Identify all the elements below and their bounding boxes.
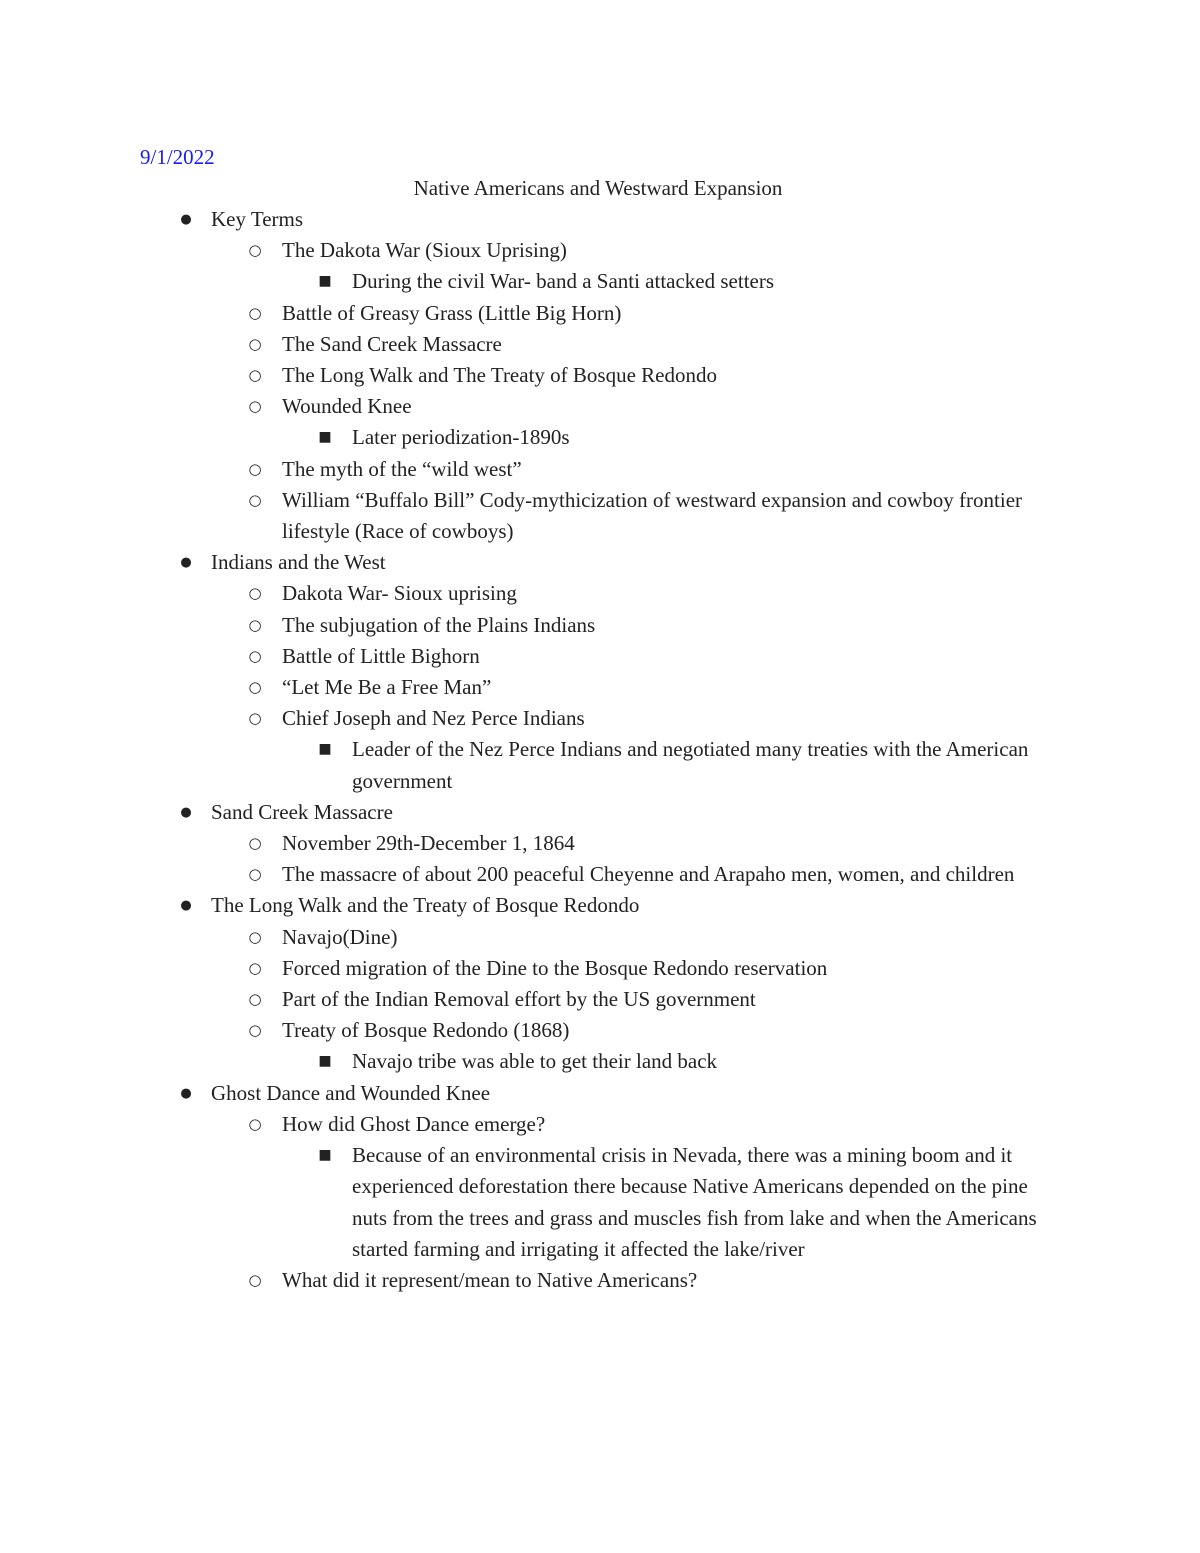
hollow-circle-bullet-icon: ○ (248, 958, 262, 977)
outline-item-level-2 (0, 485, 1200, 547)
outline-item-text: Battle of Greasy Grass (Little Big Horn) (282, 300, 622, 325)
filled-circle-bullet-icon: ● (180, 804, 192, 820)
outline-item-text: November 29th-December 1, 1864 (282, 831, 575, 856)
hollow-circle-bullet-icon: ○ (248, 490, 262, 509)
outline-item-level-2 (0, 329, 1200, 360)
outline-item-text: Sand Creek Massacre (211, 799, 393, 824)
outline-item-text: Later periodization-1890s (352, 425, 570, 450)
outline-item-text: Forced migration of the Dine to the Bosque Redondo reservation (282, 955, 828, 980)
outline-item-level-1 (0, 204, 1200, 235)
outline-item-level-2 (0, 578, 1200, 609)
outline-item-text: The Long Walk and the Treaty of Bosque Redondo (211, 893, 640, 918)
outline-item-level-3 (0, 266, 1200, 297)
outline-item-text: Navajo tribe was able to get their land back (352, 1049, 718, 1074)
notes-outline (0, 204, 1200, 1296)
outline-item-level-2 (0, 610, 1200, 641)
hollow-circle-bullet-icon: ○ (248, 241, 262, 260)
outline-item-level-1 (0, 797, 1200, 828)
outline-item-text: Treaty of Bosque Redondo (1868) (282, 1018, 570, 1043)
outline-item-text: “Let Me Be a Free Man” (282, 675, 492, 700)
outline-item-text: Because of an environmental crisis in Nevada, there was a mining boom and it experienced deforestation there because Native Americans depended on the pine nuts from the trees and grass and muscles fish from lake and when the Americans started farming and irrigating it affected the lake/river (352, 1143, 1037, 1261)
outline-item-text: Key Terms (211, 207, 304, 231)
outline-item-text: Navajo(Dine) (282, 924, 398, 949)
hollow-circle-bullet-icon: ○ (248, 1114, 262, 1133)
filled-square-bullet-icon: ■ (318, 429, 332, 446)
outline-item-text: Leader of the Nez Perce Indians and negotiated many treaties with the American government (352, 737, 1029, 793)
page-title: Native Americans and Westward Expansion (413, 176, 783, 200)
filled-square-bullet-icon: ■ (318, 1053, 332, 1070)
hollow-circle-bullet-icon: ○ (248, 584, 262, 603)
outline-item-level-2 (0, 828, 1200, 859)
hollow-circle-bullet-icon: ○ (248, 678, 262, 697)
filled-circle-bullet-icon: ● (180, 212, 192, 227)
filled-circle-bullet-icon: ● (180, 555, 192, 571)
hollow-circle-bullet-icon: ○ (248, 1270, 262, 1289)
filled-square-bullet-icon: ■ (318, 273, 332, 290)
filled-circle-bullet-icon: ● (180, 1085, 192, 1101)
hollow-circle-bullet-icon: ○ (248, 927, 262, 946)
outline-item-text: During the civil War- band a Santi attacked setters (352, 269, 775, 294)
outline-item-text: The Sand Creek Massacre (282, 331, 502, 356)
outline-item-text: Battle of Little Bighorn (282, 643, 480, 668)
outline-item-text: The massacre of about 200 peaceful Cheyenne and Arapaho men, women, and children (282, 862, 1015, 887)
outline-item-level-3 (0, 1046, 1200, 1077)
outline-item-text: Chief Joseph and Nez Perce Indians (282, 706, 585, 731)
outline-item-level-2 (0, 391, 1200, 422)
outline-item-text: The Dakota War (Sioux Uprising) (282, 238, 567, 263)
outline-item-text: William “Buffalo Bill” Cody-mythicization of westward expansion and cowboy frontier lifestyle (Race of cowboys) (282, 487, 1023, 544)
note-date: 9/1/2022 (140, 145, 215, 169)
hollow-circle-bullet-icon: ○ (248, 303, 262, 322)
outline-item-level-2 (0, 298, 1200, 329)
outline-item-level-2 (0, 922, 1200, 953)
outline-item-level-3 (0, 422, 1200, 453)
outline-item-level-3 (0, 1140, 1200, 1265)
outline-item-text: How did Ghost Dance emerge? (282, 1111, 546, 1136)
hollow-circle-bullet-icon: ○ (248, 366, 262, 385)
outline-item-level-1 (0, 547, 1200, 578)
hollow-circle-bullet-icon: ○ (248, 459, 262, 478)
filled-square-bullet-icon: ■ (318, 741, 332, 758)
outline-item-level-2 (0, 641, 1200, 672)
outline-item-text: Part of the Indian Removal effort by the US government (282, 987, 756, 1012)
outline-item-level-1 (0, 890, 1200, 921)
filled-square-bullet-icon: ■ (318, 1147, 332, 1164)
hollow-circle-bullet-icon: ○ (248, 615, 262, 634)
hollow-circle-bullet-icon: ○ (248, 990, 262, 1009)
outline-item-text: The Long Walk and The Treaty of Bosque Redondo (282, 363, 717, 388)
outline-item-level-2 (0, 672, 1200, 703)
outline-item-level-1 (0, 1078, 1200, 1109)
outline-item-level-2 (0, 454, 1200, 485)
outline-item-level-2 (0, 360, 1200, 391)
filled-circle-bullet-icon: ● (180, 898, 192, 914)
outline-item-level-2 (0, 1109, 1200, 1140)
outline-item-level-2 (0, 953, 1200, 984)
outline-item-text: Indians and the West (211, 550, 386, 575)
hollow-circle-bullet-icon: ○ (248, 1021, 262, 1040)
outline-item-text: The subjugation of the Plains Indians (282, 612, 596, 637)
outline-item-text: Ghost Dance and Wounded Knee (211, 1080, 491, 1105)
outline-item-text: The myth of the “wild west” (282, 456, 522, 481)
hollow-circle-bullet-icon: ○ (248, 397, 262, 416)
outline-item-level-3 (0, 734, 1200, 796)
hollow-circle-bullet-icon: ○ (248, 834, 262, 853)
hollow-circle-bullet-icon: ○ (248, 334, 262, 353)
outline-item-level-2 (0, 703, 1200, 734)
outline-item-text: What did it represent/mean to Native Americans? (282, 1267, 698, 1292)
outline-item-level-2 (0, 859, 1200, 890)
hollow-circle-bullet-icon: ○ (248, 865, 262, 884)
hollow-circle-bullet-icon: ○ (248, 709, 262, 728)
outline-item-text: Dakota War- Sioux uprising (282, 581, 517, 606)
outline-item-level-2 (0, 1265, 1200, 1296)
outline-item-text: Wounded Knee (282, 394, 412, 419)
hollow-circle-bullet-icon: ○ (248, 646, 262, 665)
outline-item-level-2 (0, 235, 1200, 266)
outline-item-level-2 (0, 984, 1200, 1015)
outline-item-level-2 (0, 1015, 1200, 1046)
